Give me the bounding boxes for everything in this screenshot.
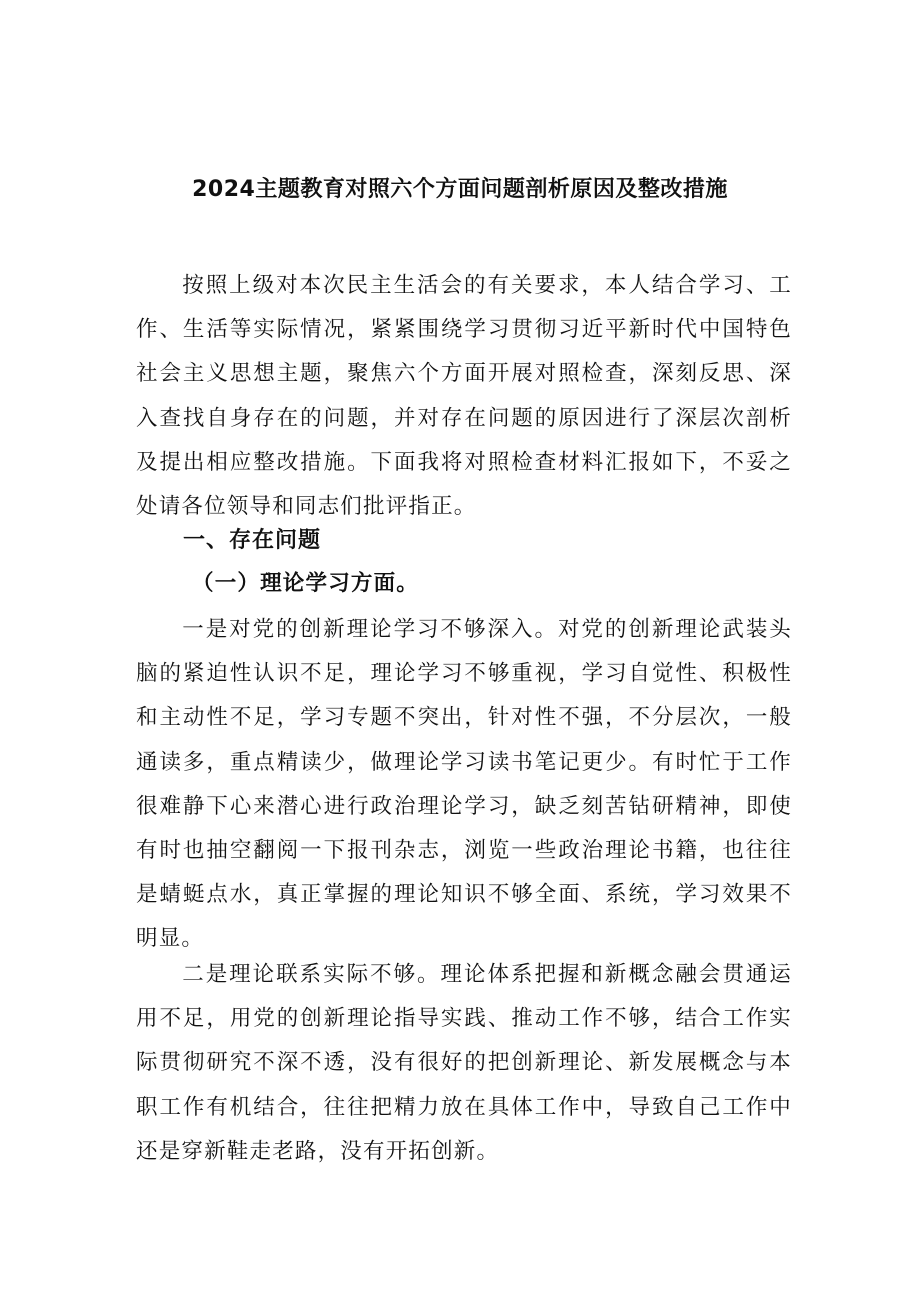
document-title: 2024主题教育对照六个方面问题剖析原因及整改措施	[192, 177, 728, 202]
subsection-heading: （一）理论学习方面。	[192, 571, 420, 596]
body-paragraph-2: 二是理论联系实际不够。理论体系把握和新概念融会贯通运用不足，用党的创新理论指导实践、推动工作不够，结合工作实际贯彻研究不深不透，没有很好的把创新理论、新发展概念与本职工作有机结合，往往把精力放在具体工作中，导致自己工作中还是穿新鞋走老路，没有开拓创新。	[136, 962, 792, 1164]
section-heading: 一、存在问题	[183, 528, 322, 553]
body-paragraph-1: 一是对党的创新理论学习不够深入。对党的创新理论武装头脑的紧迫性认识不足，理论学习不够重视，学习自觉性、积极性和主动性不足，学习专题不突出，针对性不强，不分层次，一般通读多，重点精读少，做理论学习读书笔记更少。有时忙于工作很难静下心来潜心进行政治理论学习，缺乏刻苦钻研精神，即使有时也抽空翻阅一下报刊杂志，浏览一些政治理论书籍，也往往是蜻蜓点水，真正掌握的理论知识不够全面、系统，学习效果不明显。	[136, 617, 792, 952]
intro-paragraph: 按照上级对本次民主生活会的有关要求，本人结合学习、工作、生活等实际情况，紧紧围绕学习贯彻习近平新时代中国特色社会主义思想主题，聚焦六个方面开展对照检查，深刻反思、深入查找自身存在的问题，并对存在问题的原因进行了深层次剖析及提出相应整改措施。下面我将对照检查材料汇报如下，不妥之处请各位领导和同志们批评指正。	[136, 273, 792, 520]
